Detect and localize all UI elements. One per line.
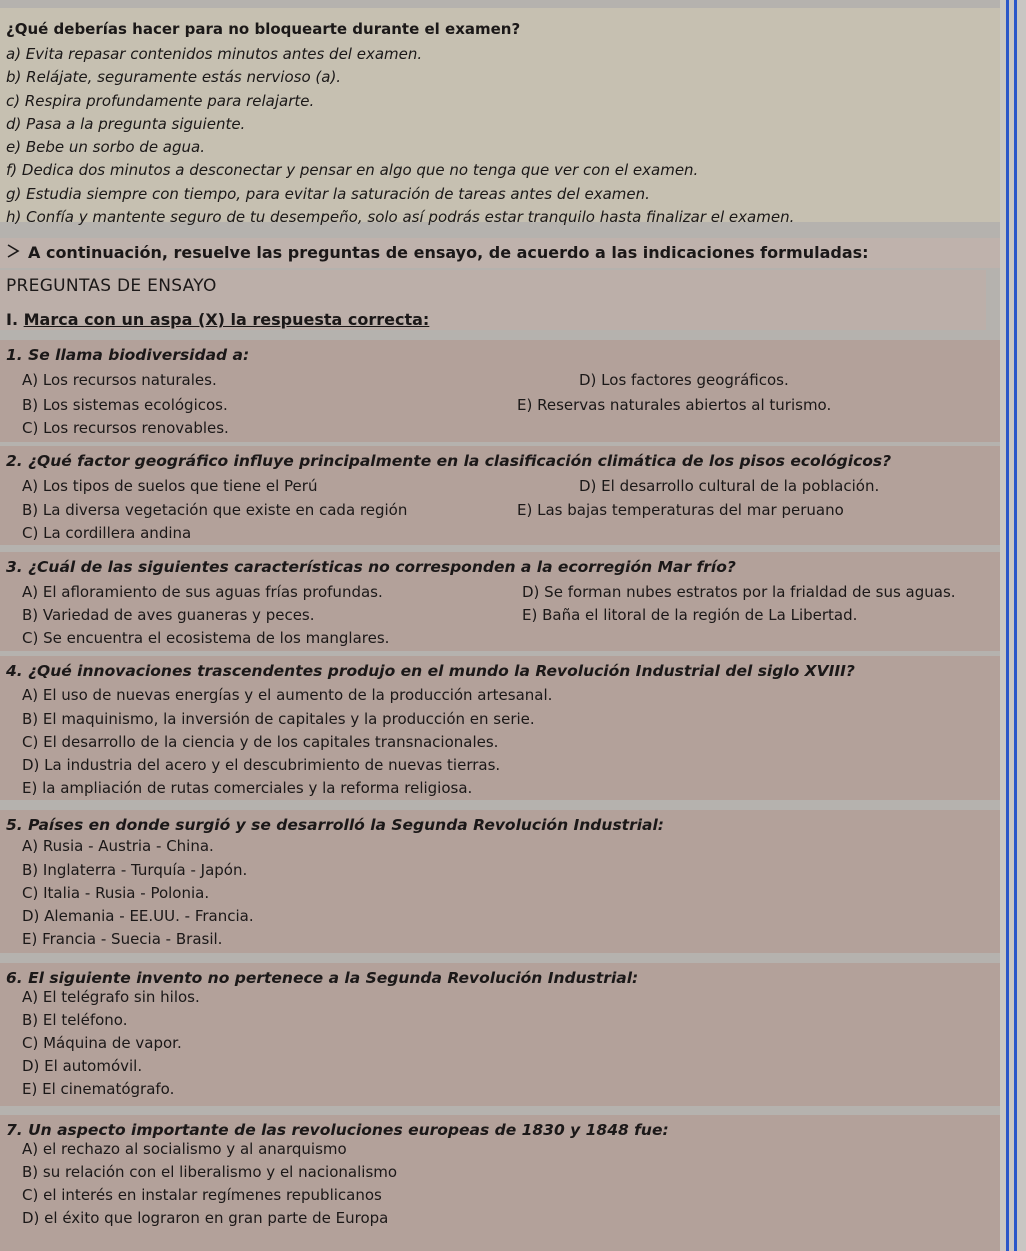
instruction-text — [6, 243, 869, 262]
question-title: 3. ¿Cuál de las siguientes características no corresponden a la ecorregión Mar frío? — [6, 558, 736, 576]
instruction-label: A continuación, resuelve las preguntas de ensayo, de acuerdo a las indicaciones formuladas: — [28, 243, 869, 262]
section-number: I. — [6, 310, 19, 329]
essay-heading-band — [0, 270, 986, 330]
option-d[interactable]: D) El desarrollo cultural de la población. — [579, 477, 880, 495]
exam-tips-list — [6, 43, 794, 229]
tip-item: d) Pasa a la pregunta siguiente. — [6, 114, 246, 133]
question-block-7 — [0, 1115, 1000, 1251]
arrow-bullet-icon — [6, 243, 22, 262]
tip-item: h) Confía y mantente seguro de tu desempeño, solo así podrás estar tranquilo hasta finalizar el examen. — [6, 208, 795, 227]
question-block-2 — [0, 446, 1000, 545]
option-b[interactable]: B) Inglaterra - Turquía - Japón. — [22, 861, 248, 879]
question-title: 1. Se llama biodiversidad a: — [6, 346, 250, 364]
question-block-6 — [0, 963, 1000, 1106]
tip-item: c) Respira profundamente para relajarte. — [6, 91, 315, 110]
tip-item: e) Bebe un sorbo de agua. — [6, 138, 205, 157]
question-title: 5. Países en donde surgió y se desarrolló la Segunda Revolución Industrial: — [6, 816, 665, 834]
option-d[interactable]: D) El automóvil. — [22, 1057, 143, 1075]
tip-item: f) Dedica dos minutos a desconectar y pensar en algo que no tenga que ver con el examen. — [6, 161, 699, 180]
option-e[interactable]: E) Francia - Suecia - Brasil. — [22, 930, 223, 948]
margin-line — [1006, 0, 1009, 1251]
option-e[interactable]: E) Reservas naturales abiertos al turismo. — [517, 396, 832, 414]
question-block-1 — [0, 340, 1000, 442]
section-title — [6, 310, 429, 329]
exam-tips-section — [0, 8, 1000, 227]
option-c[interactable]: C) Se encuentra el ecosistema de los manglares. — [22, 629, 390, 647]
question-title: 4. ¿Qué innovaciones trascendentes produjo en el mundo la Revolución Industrial del siglo XVIII? — [6, 662, 855, 680]
option-e[interactable]: E) Baña el litoral de la región de La Libertad. — [522, 606, 858, 624]
option-c[interactable]: C) La cordillera andina — [22, 524, 192, 542]
option-e[interactable]: E) la ampliación de rutas comerciales y la reforma religiosa. — [22, 779, 473, 797]
option-a[interactable]: A) Los tipos de suelos que tiene el Perú — [22, 477, 318, 495]
question-title: 2. ¿Qué factor geográfico influye principalmente en la clasificación climática de los pisos ecológicos? — [6, 452, 892, 470]
option-d[interactable]: D) el éxito que lograron en gran parte de Europa — [22, 1209, 389, 1227]
option-c[interactable]: C) El desarrollo de la ciencia y de los capitales transnacionales. — [22, 733, 499, 751]
exam-tips-question: ¿Qué deberías hacer para no bloquearte durante el examen? — [6, 20, 521, 38]
option-d[interactable]: D) Los factores geográficos. — [579, 371, 789, 389]
option-c[interactable]: C) Máquina de vapor. — [22, 1034, 182, 1052]
question-block-5 — [0, 810, 1000, 953]
option-b[interactable]: B) Los sistemas ecológicos. — [22, 396, 228, 414]
option-b[interactable]: B) Variedad de aves guaneras y peces. — [22, 606, 315, 624]
option-a[interactable]: A) El afloramiento de sus aguas frías profundas. — [22, 583, 383, 601]
option-d[interactable]: D) La industria del acero y el descubrimiento de nuevas tierras. — [22, 756, 501, 774]
option-c[interactable]: C) el interés en instalar regímenes republicanos — [22, 1186, 382, 1204]
option-b[interactable]: B) El teléfono. — [22, 1011, 128, 1029]
question-block-3 — [0, 552, 1000, 651]
essay-title: PREGUNTAS DE ENSAYO — [6, 276, 217, 296]
option-a[interactable]: A) El uso de nuevas energías y el aumento de la producción artesanal. — [22, 686, 553, 704]
option-b[interactable]: B) su relación con el liberalismo y el nacionalismo — [22, 1163, 398, 1181]
option-d[interactable]: D) Se forman nubes estratos por la frialdad de sus aguas. — [522, 583, 956, 601]
option-d[interactable]: D) Alemania - EE.UU. - Francia. — [22, 907, 254, 925]
tip-item: g) Estudia siempre con tiempo, para evitar la saturación de tareas antes del examen. — [6, 184, 650, 203]
section-text: Marca con un aspa (X) la respuesta correcta: — [23, 310, 430, 329]
tip-item: b) Relájate, seguramente estás nervioso (a). — [6, 68, 342, 87]
question-title: 6. El siguiente invento no pertenece a la Segunda Revolución Industrial: — [6, 969, 639, 987]
option-c[interactable]: C) Los recursos renovables. — [22, 419, 229, 437]
question-title: 7. Un aspecto importante de las revoluciones europeas de 1830 y 1848 fue: — [6, 1121, 669, 1139]
tip-item: a) Evita repasar contenidos minutos antes del examen. — [6, 45, 423, 63]
option-a[interactable]: A) Rusia - Austria - China. — [22, 837, 214, 855]
option-e[interactable]: E) Las bajas temperaturas del mar peruano — [517, 501, 844, 519]
option-a[interactable]: A) Los recursos naturales. — [22, 371, 217, 389]
option-e[interactable]: E) El cinematógrafo. — [22, 1080, 175, 1098]
option-b[interactable]: B) La diversa vegetación que existe en cada región — [22, 501, 408, 519]
option-b[interactable]: B) El maquinismo, la inversión de capitales y la producción en serie. — [22, 710, 535, 728]
right-margin-rail — [1000, 0, 1026, 1251]
option-a[interactable]: A) el rechazo al socialismo y al anarquismo — [22, 1140, 347, 1158]
option-c[interactable]: C) Italia - Rusia - Polonia. — [22, 884, 210, 902]
option-a[interactable]: A) El telégrafo sin hilos. — [22, 988, 200, 1006]
question-block-4 — [0, 656, 1000, 800]
margin-line — [1014, 0, 1017, 1251]
instruction-band — [0, 238, 1000, 268]
